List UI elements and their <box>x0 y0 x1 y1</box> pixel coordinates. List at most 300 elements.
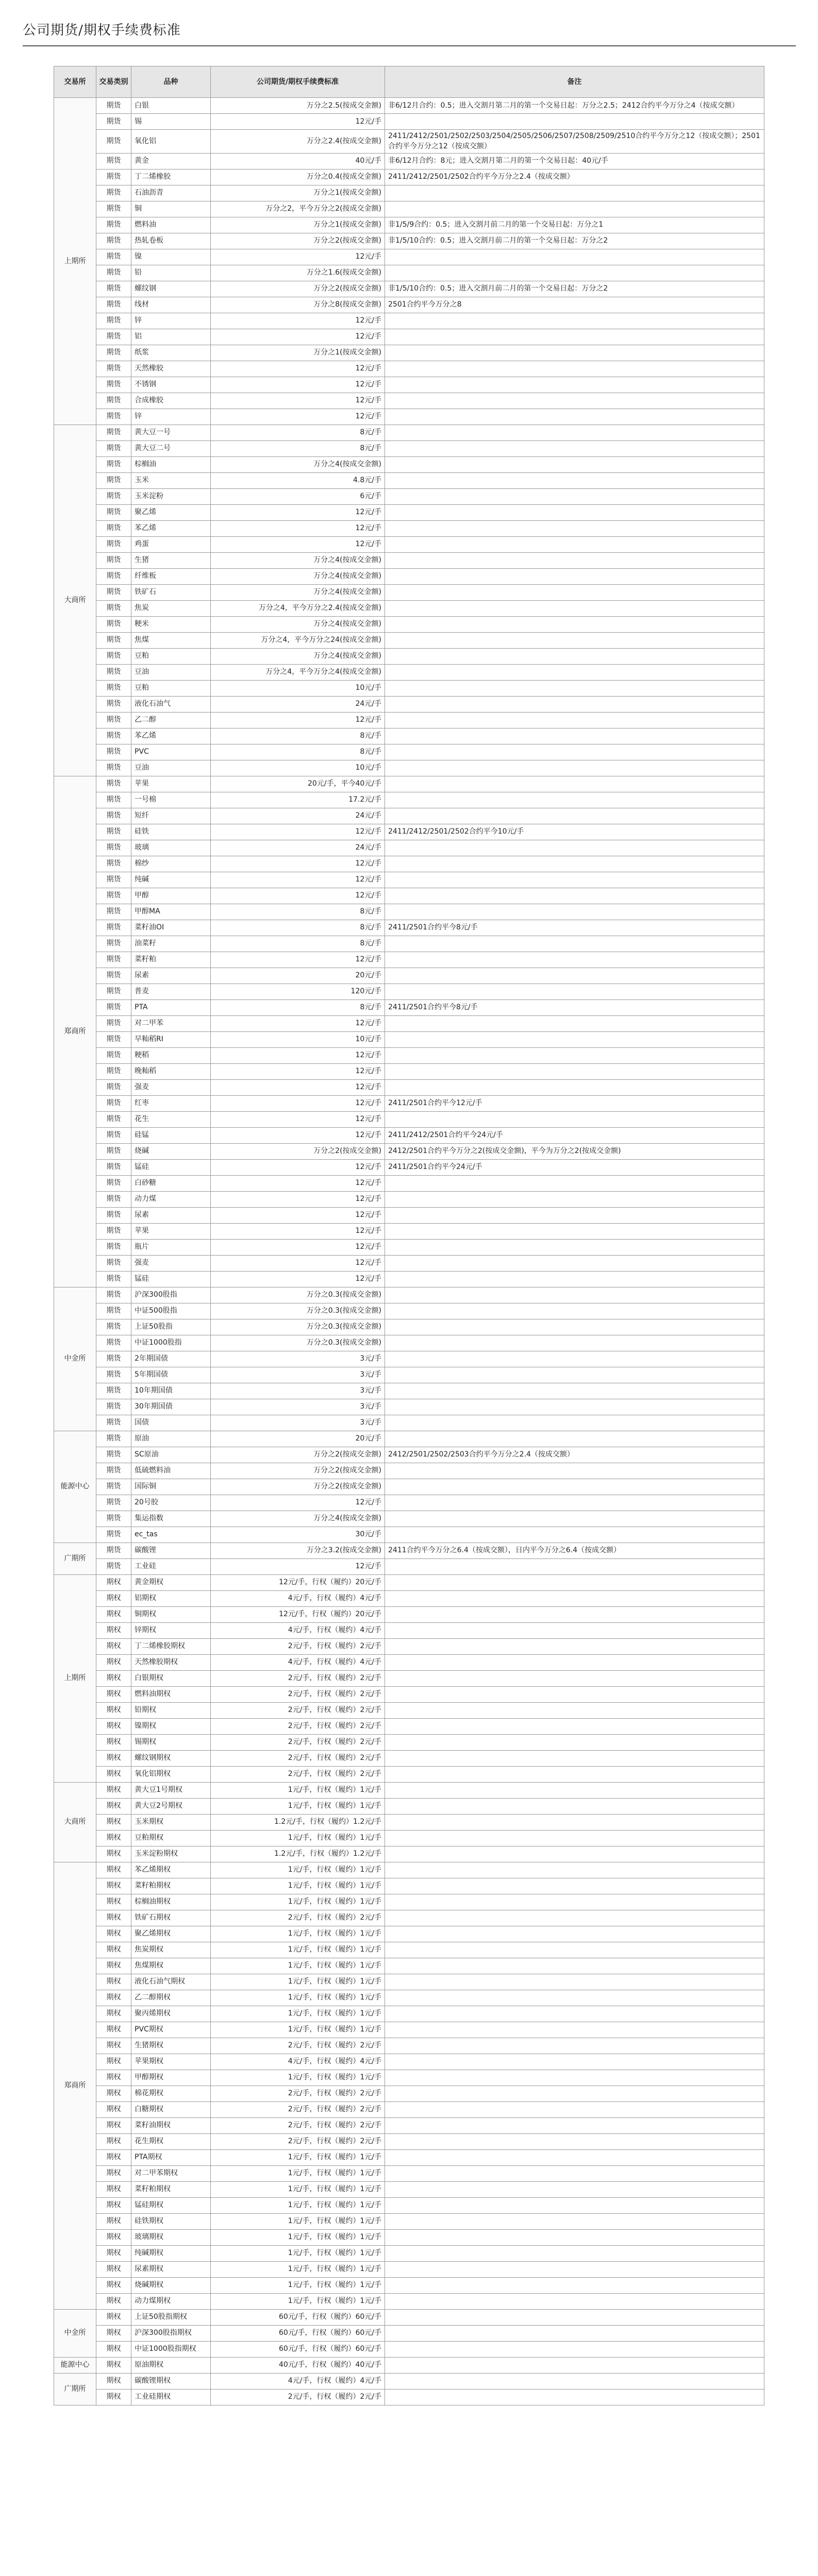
cell-fee: 12元/手 <box>211 361 385 377</box>
cell-product: 黄大豆1号期权 <box>131 1782 211 1798</box>
cell-fee: 万分之1.6(按成交金额) <box>211 265 385 281</box>
cell-fee: 2元/手，行权（履约）2元/手 <box>211 1734 385 1750</box>
cell-remarks: 非1/5/10合约：0.5；进入交割月前二月的第一个交易日起：万分之2 <box>385 281 764 297</box>
cell-product: 粳米 <box>131 616 211 632</box>
cell-fee: 12元/手 <box>211 1223 385 1239</box>
cell-fee: 6元/手 <box>211 488 385 504</box>
table-row <box>54 1830 764 1846</box>
cell-remarks <box>385 1079 764 1095</box>
cell-product: 碳酸锂 <box>131 1543 211 1558</box>
cell-product: 早籼稻RI <box>131 1031 211 1047</box>
cell-trade-type: 期货 <box>96 1127 131 1143</box>
cell-trade-type: 期权 <box>96 2341 131 2357</box>
table-row <box>54 1798 764 1814</box>
cell-product: 黄大豆二号 <box>131 440 211 456</box>
cell-remarks <box>385 1590 764 1606</box>
cell-product: 白银期权 <box>131 1670 211 1686</box>
cell-trade-type: 期权 <box>96 1990 131 2006</box>
cell-exchange: 能源中心 <box>54 2357 96 2373</box>
cell-product: 玉米期权 <box>131 1814 211 1830</box>
cell-fee: 万分之2(按成交金额) <box>211 1447 385 1463</box>
table-row <box>54 2197 764 2213</box>
cell-trade-type: 期权 <box>96 2165 131 2181</box>
cell-remarks <box>385 1702 764 1718</box>
cell-trade-type: 期货 <box>96 504 131 520</box>
cell-remarks <box>385 1479 764 1495</box>
cell-remarks: 2501合约平今万分之8 <box>385 297 764 313</box>
cell-remarks <box>385 2373 764 2389</box>
table-row <box>54 984 764 999</box>
cell-remarks <box>385 1686 764 1702</box>
table-row <box>54 600 764 616</box>
table-row <box>54 712 764 728</box>
cell-product: 苯乙烯 <box>131 728 211 744</box>
cell-trade-type: 期货 <box>96 1495 131 1511</box>
cell-remarks <box>385 265 764 281</box>
table-row <box>54 1782 764 1798</box>
cell-trade-type: 期货 <box>96 648 131 664</box>
cell-product: 苹果 <box>131 776 211 792</box>
cell-remarks <box>385 1766 764 1782</box>
cell-product: 黄大豆一号 <box>131 425 211 440</box>
cell-product: 纯碱期权 <box>131 2245 211 2261</box>
cell-remarks <box>385 808 764 824</box>
cell-remarks <box>385 488 764 504</box>
cell-fee: 万分之4(按成交金额) <box>211 584 385 600</box>
cell-trade-type: 期权 <box>96 1926 131 1942</box>
cell-fee: 万分之4，平今万分之4(按成交金额) <box>211 664 385 680</box>
cell-fee: 1元/手，行权（履约）1元/手 <box>211 2293 385 2309</box>
table-row <box>54 1143 764 1159</box>
cell-remarks <box>385 1830 764 1846</box>
table-row <box>54 1846 764 1862</box>
cell-trade-type: 期货 <box>96 1431 131 1447</box>
cell-fee: 12元/手 <box>211 1255 385 1271</box>
cell-fee: 1元/手，行权（履约）1元/手 <box>211 1830 385 1846</box>
table-row <box>54 632 764 648</box>
table-row <box>54 472 764 488</box>
cell-fee: 1元/手，行权（履约）1元/手 <box>211 1958 385 1974</box>
cell-trade-type: 期货 <box>96 1223 131 1239</box>
cell-remarks <box>385 2070 764 2086</box>
cell-fee: 万分之4(按成交金额) <box>211 552 385 568</box>
cell-fee: 12元/手，行权（履约）20元/手 <box>211 1574 385 1590</box>
cell-remarks <box>385 520 764 536</box>
table-row <box>54 1175 764 1191</box>
cell-fee: 60元/手，行权（履约）60元/手 <box>211 2325 385 2341</box>
cell-product: 镍 <box>131 249 211 265</box>
cell-product: 菜籽粕期权 <box>131 2181 211 2197</box>
cell-trade-type: 期货 <box>96 824 131 840</box>
cell-product: 乙二醇期权 <box>131 1990 211 2006</box>
cell-trade-type: 期权 <box>96 1638 131 1654</box>
cell-trade-type: 期权 <box>96 2070 131 2086</box>
cell-remarks <box>385 377 764 393</box>
cell-trade-type: 期货 <box>96 600 131 616</box>
cell-product: 苯乙烯期权 <box>131 1862 211 1878</box>
cell-fee: 12元/手 <box>211 1047 385 1063</box>
cell-product: 苹果 <box>131 1223 211 1239</box>
cell-fee: 1.2元/手，行权（履约）1.2元/手 <box>211 1814 385 1830</box>
cell-remarks <box>385 2389 764 2405</box>
cell-remarks <box>385 2022 764 2038</box>
cell-fee: 2元/手，行权（履约）2元/手 <box>211 1910 385 1926</box>
cell-product: SC原油 <box>131 1447 211 1463</box>
cell-remarks <box>385 1782 764 1798</box>
table-row <box>54 1191 764 1207</box>
title-divider <box>23 45 796 46</box>
cell-trade-type: 期权 <box>96 1910 131 1926</box>
table-row <box>54 185 764 201</box>
table-row <box>54 808 764 824</box>
table-row <box>54 1335 764 1351</box>
cell-fee: 1元/手，行权（履约）1元/手 <box>211 2022 385 2038</box>
cell-remarks <box>385 888 764 904</box>
cell-product: 玉米淀粉期权 <box>131 1846 211 1862</box>
cell-fee: 1元/手，行权（履约）1元/手 <box>211 2229 385 2245</box>
cell-fee: 1元/手，行权（履约）1元/手 <box>211 1942 385 1958</box>
table-row <box>54 488 764 504</box>
cell-product: 聚乙烯 <box>131 504 211 520</box>
cell-exchange: 郑商所 <box>54 776 96 1287</box>
table-row <box>54 1543 764 1558</box>
cell-trade-type: 期货 <box>96 169 131 185</box>
cell-fee: 万分之4，平今万分之2.4(按成交金额) <box>211 600 385 616</box>
cell-remarks <box>385 1974 764 1990</box>
cell-product: 中证1000股指期权 <box>131 2341 211 2357</box>
cell-product: 硅锰 <box>131 1127 211 1143</box>
table-row <box>54 520 764 536</box>
cell-trade-type: 期货 <box>96 712 131 728</box>
cell-product: 锡 <box>131 114 211 130</box>
cell-fee: 万分之4(按成交金额) <box>211 456 385 472</box>
cell-product: 菜籽粕期权 <box>131 1878 211 1894</box>
cell-product: 菜籽油期权 <box>131 2117 211 2133</box>
cell-product: 黄金 <box>131 153 211 169</box>
cell-product: 甲醇MA <box>131 904 211 920</box>
table-row <box>54 2229 764 2245</box>
cell-remarks <box>385 201 764 217</box>
cell-fee: 万分之4(按成交金额) <box>211 568 385 584</box>
table-row <box>54 1958 764 1974</box>
cell-fee: 1元/手，行权（履约）1元/手 <box>211 2197 385 2213</box>
cell-product: 焦炭期权 <box>131 1942 211 1958</box>
table-row <box>54 440 764 456</box>
cell-trade-type: 期权 <box>96 1718 131 1734</box>
cell-trade-type: 期权 <box>96 1942 131 1958</box>
table-row <box>54 1303 764 1319</box>
cell-trade-type: 期货 <box>96 632 131 648</box>
cell-fee: 120元/手 <box>211 984 385 999</box>
table-row <box>54 616 764 632</box>
cell-remarks <box>385 1846 764 1862</box>
cell-product: 动力煤 <box>131 1191 211 1207</box>
cell-trade-type: 期货 <box>96 568 131 584</box>
cell-product: 烧碱期权 <box>131 2277 211 2293</box>
cell-trade-type: 期货 <box>96 1175 131 1191</box>
cell-fee: 20元/手 <box>211 968 385 984</box>
cell-fee: 8元/手 <box>211 744 385 760</box>
cell-fee: 1元/手，行权（履约）1元/手 <box>211 1878 385 1894</box>
cell-trade-type: 期权 <box>96 2389 131 2405</box>
cell-product: 锡期权 <box>131 1734 211 1750</box>
cell-trade-type: 期货 <box>96 616 131 632</box>
cell-trade-type: 期货 <box>96 744 131 760</box>
cell-trade-type: 期货 <box>96 153 131 169</box>
cell-trade-type: 期货 <box>96 792 131 808</box>
cell-fee: 8元/手 <box>211 936 385 952</box>
cell-remarks <box>385 952 764 968</box>
cell-fee: 1元/手，行权（履约）1元/手 <box>211 2213 385 2229</box>
cell-product: 锰硅期权 <box>131 2197 211 2213</box>
table-row <box>54 1047 764 1063</box>
table-row <box>54 2213 764 2229</box>
table-row <box>54 2181 764 2197</box>
cell-remarks <box>385 968 764 984</box>
cell-product: 原油 <box>131 1431 211 1447</box>
table-row <box>54 297 764 313</box>
cell-trade-type: 期货 <box>96 696 131 712</box>
cell-fee: 2元/手，行权（履约）2元/手 <box>211 2389 385 2405</box>
cell-fee: 1元/手，行权（履约）1元/手 <box>211 1862 385 1878</box>
table-row <box>54 1750 764 1766</box>
table-row <box>54 1606 764 1622</box>
cell-trade-type: 期权 <box>96 2357 131 2373</box>
cell-trade-type: 期权 <box>96 1574 131 1590</box>
header-trade-type: 交易类别 <box>96 66 131 98</box>
table-row <box>54 952 764 968</box>
cell-trade-type: 期货 <box>96 233 131 249</box>
table-row <box>54 393 764 409</box>
cell-trade-type: 期权 <box>96 2054 131 2070</box>
table-row <box>54 728 764 744</box>
cell-trade-type: 期货 <box>96 856 131 872</box>
cell-trade-type: 期货 <box>96 840 131 856</box>
table-row <box>54 1207 764 1223</box>
cell-trade-type: 期货 <box>96 536 131 552</box>
cell-trade-type: 期货 <box>96 1415 131 1431</box>
table-row <box>54 425 764 440</box>
cell-product: 铁矿石期权 <box>131 1910 211 1926</box>
cell-fee: 12元/手 <box>211 313 385 329</box>
table-row <box>54 2165 764 2181</box>
cell-trade-type: 期权 <box>96 1782 131 1798</box>
cell-remarks <box>385 856 764 872</box>
table-row <box>54 98 764 114</box>
cell-product: 天然橡胶 <box>131 361 211 377</box>
cell-remarks: 非6/12月合约：8元；进入交割月第二月的第一个交易日起：40元/手 <box>385 153 764 169</box>
cell-product: 工业硅期权 <box>131 2389 211 2405</box>
cell-trade-type: 期货 <box>96 1479 131 1495</box>
cell-product: 线材 <box>131 297 211 313</box>
cell-trade-type: 期货 <box>96 1239 131 1255</box>
cell-fee: 2元/手，行权（履约）2元/手 <box>211 1766 385 1782</box>
cell-fee: 2元/手，行权（履约）2元/手 <box>211 1750 385 1766</box>
table-row <box>54 130 764 154</box>
cell-trade-type: 期货 <box>96 1447 131 1463</box>
cell-remarks <box>385 1734 764 1750</box>
table-row <box>54 233 764 249</box>
cell-product: 白砂糖 <box>131 1175 211 1191</box>
table-row <box>54 1015 764 1031</box>
table-row <box>54 1702 764 1718</box>
cell-fee: 10元/手 <box>211 680 385 696</box>
cell-product: 黄大豆2号期权 <box>131 1798 211 1814</box>
cell-fee: 万分之8(按成交金额) <box>211 297 385 313</box>
cell-trade-type: 期货 <box>96 920 131 936</box>
cell-exchange: 中金所 <box>54 2309 96 2357</box>
cell-trade-type: 期权 <box>96 1734 131 1750</box>
cell-trade-type: 期货 <box>96 1319 131 1335</box>
table-row <box>54 888 764 904</box>
cell-product: 棕榈油期权 <box>131 1894 211 1910</box>
cell-trade-type: 期货 <box>96 345 131 361</box>
cell-fee: 12元/手 <box>211 1207 385 1223</box>
cell-remarks <box>385 2277 764 2293</box>
cell-remarks <box>385 114 764 130</box>
cell-fee: 1.2元/手，行权（履约）1.2元/手 <box>211 1846 385 1862</box>
cell-remarks <box>385 1207 764 1223</box>
cell-product: 豆粕 <box>131 680 211 696</box>
table-row <box>54 2102 764 2117</box>
cell-trade-type: 期货 <box>96 217 131 233</box>
cell-product: 液化石油气期权 <box>131 1974 211 1990</box>
cell-trade-type: 期权 <box>96 1846 131 1862</box>
cell-trade-type: 期货 <box>96 888 131 904</box>
header-remarks: 备注 <box>385 66 764 98</box>
cell-remarks <box>385 984 764 999</box>
fee-table-container <box>54 66 818 2576</box>
table-row <box>54 1686 764 1702</box>
cell-exchange: 能源中心 <box>54 1431 96 1543</box>
cell-fee: 1元/手，行权（履约）1元/手 <box>211 2070 385 2086</box>
page-title: 公司期货/期权手续费标准 <box>23 23 181 38</box>
cell-fee: 万分之0.3(按成交金额) <box>211 1287 385 1303</box>
cell-trade-type: 期权 <box>96 1686 131 1702</box>
cell-fee: 12元/手 <box>211 1095 385 1111</box>
table-row <box>54 584 764 600</box>
cell-product: 中证500股指 <box>131 1303 211 1319</box>
cell-trade-type: 期货 <box>96 1159 131 1175</box>
cell-remarks <box>385 313 764 329</box>
table-row <box>54 1479 764 1495</box>
cell-trade-type: 期货 <box>96 249 131 265</box>
table-row <box>54 313 764 329</box>
cell-remarks <box>385 2229 764 2245</box>
cell-remarks <box>385 744 764 760</box>
cell-remarks <box>385 696 764 712</box>
cell-trade-type: 期货 <box>96 1463 131 1479</box>
cell-fee: 30元/手 <box>211 1527 385 1543</box>
cell-remarks <box>385 1622 764 1638</box>
cell-trade-type: 期货 <box>96 377 131 393</box>
table-row <box>54 1990 764 2006</box>
cell-trade-type: 期权 <box>96 2373 131 2389</box>
cell-remarks <box>385 2309 764 2325</box>
cell-trade-type: 期权 <box>96 2213 131 2229</box>
cell-remarks <box>385 456 764 472</box>
table-row <box>54 1319 764 1335</box>
cell-product: 一号棉 <box>131 792 211 808</box>
table-header-row <box>54 66 764 98</box>
table-row <box>54 824 764 840</box>
cell-remarks <box>385 792 764 808</box>
header-fee-standard: 公司期货/期权手续费标准 <box>211 66 385 98</box>
cell-trade-type: 期货 <box>96 1511 131 1527</box>
cell-remarks <box>385 2245 764 2261</box>
table-row <box>54 664 764 680</box>
cell-trade-type: 期货 <box>96 1143 131 1159</box>
table-row <box>54 201 764 217</box>
table-row <box>54 920 764 936</box>
table-row <box>54 2293 764 2309</box>
cell-remarks: 2411/2501合约平今24元/手 <box>385 1159 764 1175</box>
cell-product: 中证1000股指 <box>131 1335 211 1351</box>
cell-trade-type: 期权 <box>96 1750 131 1766</box>
table-row <box>54 568 764 584</box>
table-row <box>54 1558 764 1574</box>
cell-fee: 2元/手，行权（履约）2元/手 <box>211 2102 385 2117</box>
cell-fee: 2元/手，行权（履约）2元/手 <box>211 1718 385 1734</box>
cell-trade-type: 期权 <box>96 2277 131 2293</box>
cell-trade-type: 期货 <box>96 1047 131 1063</box>
cell-trade-type: 期货 <box>96 664 131 680</box>
cell-fee: 20元/手 <box>211 1431 385 1447</box>
table-row <box>54 1127 764 1143</box>
table-row <box>54 968 764 984</box>
cell-remarks <box>385 1239 764 1255</box>
cell-fee: 4.8元/手 <box>211 472 385 488</box>
table-row <box>54 1622 764 1638</box>
cell-remarks <box>385 1175 764 1191</box>
cell-trade-type: 期权 <box>96 2086 131 2102</box>
cell-remarks <box>385 1015 764 1031</box>
table-row <box>54 680 764 696</box>
cell-remarks <box>385 504 764 520</box>
cell-trade-type: 期货 <box>96 409 131 425</box>
cell-trade-type: 期权 <box>96 2325 131 2341</box>
cell-remarks <box>385 2149 764 2165</box>
cell-remarks <box>385 1958 764 1974</box>
cell-fee: 24元/手 <box>211 696 385 712</box>
table-row <box>54 872 764 888</box>
cell-trade-type: 期权 <box>96 1830 131 1846</box>
table-row <box>54 361 764 377</box>
cell-remarks <box>385 2357 764 2373</box>
cell-product: 强麦 <box>131 1079 211 1095</box>
cell-fee: 4元/手，行权（履约）4元/手 <box>211 1654 385 1670</box>
cell-remarks <box>385 1367 764 1383</box>
cell-product: PTA <box>131 999 211 1015</box>
cell-fee: 8元/手 <box>211 920 385 936</box>
table-row <box>54 217 764 233</box>
cell-remarks <box>385 664 764 680</box>
table-row <box>54 1239 764 1255</box>
cell-fee: 12元/手 <box>211 393 385 409</box>
cell-remarks: 2411/2501合约平今8元/手 <box>385 920 764 936</box>
cell-fee: 12元/手 <box>211 1063 385 1079</box>
cell-product: 硅铁期权 <box>131 2213 211 2229</box>
cell-fee: 24元/手 <box>211 808 385 824</box>
cell-remarks <box>385 1558 764 1574</box>
table-row <box>54 1654 764 1670</box>
cell-product: 沪深300股指期权 <box>131 2325 211 2341</box>
cell-trade-type: 期权 <box>96 1606 131 1622</box>
cell-product: PTA期权 <box>131 2149 211 2165</box>
table-row <box>54 1287 764 1303</box>
cell-remarks: 2411/2501合约平今12元/手 <box>385 1095 764 1111</box>
cell-trade-type: 期货 <box>96 1015 131 1031</box>
